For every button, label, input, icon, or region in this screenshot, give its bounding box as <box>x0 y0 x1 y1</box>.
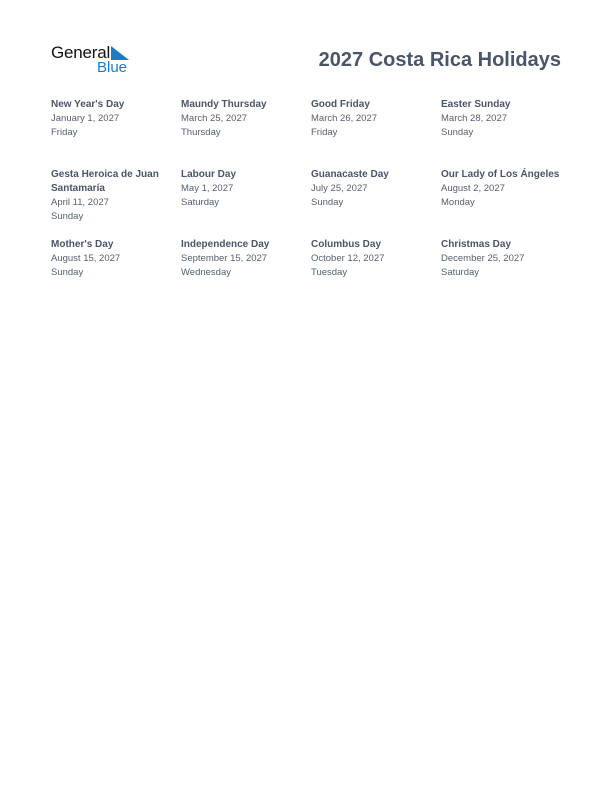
logo-word-blue: Blue <box>97 59 128 76</box>
holiday-weekday: Sunday <box>51 211 84 222</box>
logo-flag-icon <box>111 46 129 60</box>
holiday-date: December 25, 2027 <box>441 253 525 264</box>
holiday-weekday: Monday <box>441 197 475 208</box>
holiday-date: January 1, 2027 <box>51 113 120 124</box>
holiday-date: March 25, 2027 <box>181 113 248 124</box>
holiday-item <box>311 98 441 168</box>
holiday-name: Columbus Day <box>311 239 382 250</box>
holiday-name: Guanacaste Day <box>311 169 389 180</box>
holiday-item <box>51 238 181 308</box>
holiday-weekday: Saturday <box>181 197 220 208</box>
holiday-date: April 11, 2027 <box>51 197 109 208</box>
holiday-date: May 1, 2027 <box>181 183 234 194</box>
holiday-weekday: Thursday <box>181 127 221 138</box>
holiday-item <box>181 168 311 238</box>
holiday-weekday: Sunday <box>311 197 344 208</box>
holiday-name: Labour Day <box>181 169 237 180</box>
holiday-name: Christmas Day <box>441 239 512 250</box>
holiday-date: August 2, 2027 <box>441 183 505 194</box>
holiday-name: New Year's Day <box>51 99 125 110</box>
generalblue-logo <box>51 43 141 77</box>
holiday-date: October 12, 2027 <box>311 253 385 264</box>
holiday-date: July 25, 2027 <box>311 183 368 194</box>
holiday-item <box>441 238 571 308</box>
holiday-item <box>181 98 311 168</box>
holiday-item <box>311 168 441 238</box>
holiday-weekday: Friday <box>311 127 338 138</box>
holiday-item <box>181 238 311 308</box>
logo-word-general: General <box>51 43 111 62</box>
holiday-weekday: Saturday <box>441 267 480 278</box>
holiday-date: September 15, 2027 <box>181 253 268 264</box>
holiday-name: Maundy Thursday <box>181 99 267 110</box>
holiday-name: Good Friday <box>311 99 370 110</box>
holiday-grid <box>51 98 571 308</box>
holiday-weekday: Friday <box>51 127 78 138</box>
holiday-date: August 15, 2027 <box>51 253 121 264</box>
holiday-name: Easter Sunday <box>441 99 511 110</box>
holiday-weekday: Sunday <box>441 127 474 138</box>
holiday-item <box>441 168 571 238</box>
holiday-item <box>311 238 441 308</box>
holiday-name: Mother's Day <box>51 239 114 250</box>
holiday-weekday: Wednesday <box>181 267 231 278</box>
holiday-name: Our Lady of Los Ángeles <box>441 169 560 180</box>
holiday-name: Gesta Heroica de Juan Santamaría <box>51 169 159 194</box>
holiday-weekday: Tuesday <box>311 267 348 278</box>
holiday-item <box>441 98 571 168</box>
holiday-name: Independence Day <box>181 239 270 250</box>
holiday-date: March 26, 2027 <box>311 113 378 124</box>
holiday-item <box>51 168 181 238</box>
holiday-item <box>51 98 181 168</box>
holiday-date: March 28, 2027 <box>441 113 508 124</box>
holiday-weekday: Sunday <box>51 267 84 278</box>
page-title: 2027 Costa Rica Holidays <box>318 49 561 71</box>
